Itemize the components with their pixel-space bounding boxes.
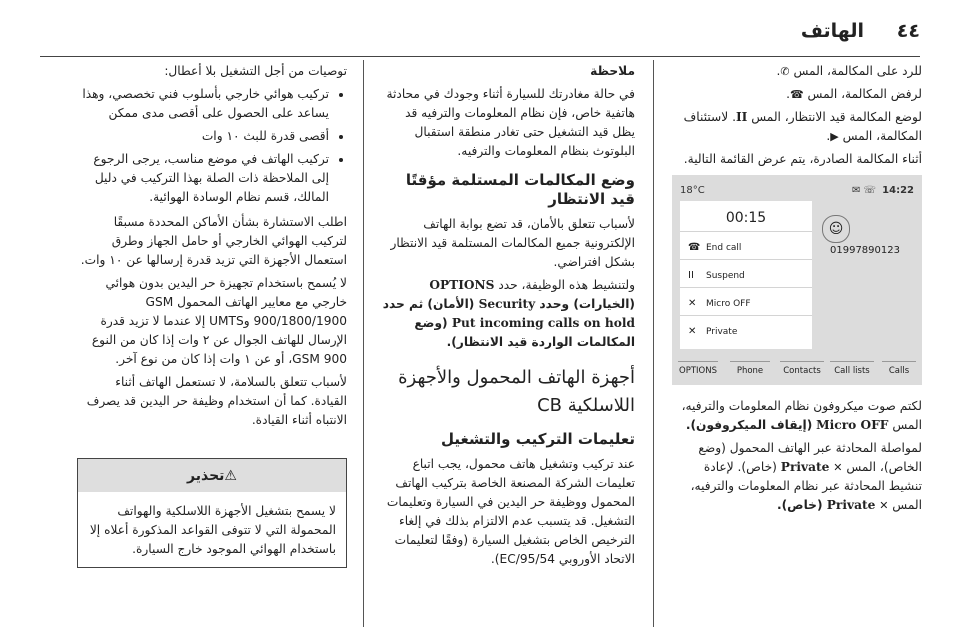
reject-call-icon: ☎ <box>789 88 804 101</box>
status-icons: ✉ ☏ <box>851 185 876 196</box>
answer-call-icon: ✆ <box>780 65 790 78</box>
section-heading-install: تعليمات التركيب والتشغيل <box>441 430 635 448</box>
note-title: ملاحظة <box>590 64 635 78</box>
reject-call-text: لرفض المكالمة، المس ☎. <box>786 87 922 101</box>
left-column <box>77 62 347 568</box>
pause-icon: II <box>735 110 748 124</box>
middle-column <box>382 62 635 573</box>
handsfree-rules-text: لا يُسمح باستخدام تجهيزة حر اليدين بدون هوائي خارجي مع معايير الهاتف المحمول GSM 900/1800/1900 وUMTS إلا عندما لا تزيد قدرة الإرسال للهاتف الجوال عن ٢ وات إذا كان من النوع GSM 900، أو عن ١ وات إذا كان من نوع آخر. <box>91 276 347 366</box>
safety-text: لأسباب تتعلق بالسلامة، لا تستعمل الهاتف أثناء القيادة. كما أن استخدام وظيفة حر اليدين قد يصرف الانتباه أثناء القيادة. <box>86 375 347 427</box>
play-icon: ▶ <box>830 130 839 143</box>
suspend-row[interactable]: II Suspend <box>680 259 812 284</box>
warning-icon: ⚠ <box>224 468 237 484</box>
warning-body: لا يسمح بتشغيل الأجهزة اللاسلكية والهواتف المحمولة التي لا تتوفى القواعد المذكورة أعلاه إلا باستخدام الهوائي الموجود خارج السيارة. <box>89 504 336 556</box>
micro-off-text: لكتم صوت ميكروفون نظام المعلومات والترفيه، المس Micro OFF (إيقاف الميكروفون). <box>681 399 922 432</box>
end-call-row[interactable]: ☎ End call <box>680 231 812 256</box>
tab-phone[interactable]: Phone <box>730 361 770 380</box>
antenna-advice-text: اطلب الاستشارة بشأن الأماكن المحددة مسبقًا لتركيب الهوائي الخارجي أو حامل الجهاز وطرق استعمال الأجهزة التي تزيد قدرة إرسالها عن ١٠ وات. <box>80 215 347 267</box>
micro-off-row[interactable]: ✕ Micro OFF <box>680 287 812 312</box>
menu-intro-text: أثناء المكالمة الصادرة، يتم عرض القائمة التالية. <box>683 152 922 166</box>
mic-off-icon: ✕ <box>688 298 697 309</box>
warning-box <box>77 458 347 568</box>
private-icon: ✕ <box>688 326 697 337</box>
list-item: • أقصى قدرة للبث ١٠ وات <box>77 127 329 146</box>
install-text: عند تركيب وتشغيل هاتف محمول، يجب اتباع تعليمات الشركة المصنعة الخاصة بتركيب الهاتف المحمول ووظيفة حر اليدين في السيارة وتعليمات التشغيل. قد يتسبب عدم الالتزام بذلك في إلغاء الترخيص الخاص بتشغيل السيارة (وفقًا لتعليمات الاتحاد الأوروبي 95/54/EC). <box>386 457 635 566</box>
call-menu-panel <box>680 201 812 349</box>
end-call-icon: ☎ <box>688 242 701 253</box>
note-text: في حالة مغادرتك للسيارة أثناء وجودك في محادثة هاتفية خاص، فإن نظام المعلومات والترفيه قد يظل قيد التشغيل حتى تغادر منطقة استقبال البلوتوث بنظام المعلومات والترفيه. <box>386 87 635 158</box>
contact-icon: ☺ <box>822 215 850 243</box>
hold-call-text: لوضع المكالمة قيد الانتظار، المس II. لاستئناف المكالمة، المس ▶. <box>683 110 922 143</box>
answer-call-text: للرد على المكالمة، المس ✆. <box>776 64 922 78</box>
caller-number: 01997890123 <box>830 245 900 256</box>
chapter-heading: أجهزة الهاتف المحمول والأجهزة اللاسلكية CB <box>398 367 635 416</box>
temperature: 18°C <box>680 185 705 196</box>
page-header <box>40 20 920 48</box>
section-heading-hold: وضع المكالمات المستلمة مؤقتًا قيد الانتظار <box>405 171 635 208</box>
clock: 14:22 <box>882 185 914 196</box>
tab-contacts[interactable]: Contacts <box>780 361 824 380</box>
infotainment-screen <box>672 175 922 385</box>
column-divider <box>653 60 654 627</box>
call-duration: 00:15 <box>725 210 767 226</box>
right-column <box>670 62 922 519</box>
page-title: الهاتف <box>800 20 864 42</box>
private-icon: ✕ <box>833 461 843 474</box>
status-bar <box>680 181 914 196</box>
page-number: ٤٤ <box>896 20 920 42</box>
hold-info-text: لأسباب تتعلق بالأمان، قد تضع بوابة الهاتف الإلكترونية جميع المكالمات المستلمة قيد الانتظار بشكل افتراضي. <box>390 217 635 269</box>
hold-activate-text: ولتنشيط هذه الوظيفة، حدد OPTIONS (الخيارات) وحدد Security (الأمان) ثم حدد Put incoming calls on hold (وضع المكالمات الواردة قيد الانتظار). <box>382 278 635 349</box>
recommendations-list <box>77 85 347 207</box>
tab-call-lists[interactable]: Call lists <box>830 361 874 380</box>
header-rule <box>40 56 920 57</box>
private-icon: ✕ <box>879 499 889 512</box>
column-divider <box>363 60 364 627</box>
list-item: • تركيب الهاتف في موضع مناسب، يرجى الرجوع إلى الملاحظة ذات الصلة بهذا التركيب في دليل المالك، قسم نظام الوسادة الهوائية. <box>77 150 329 207</box>
tab-calls[interactable]: Calls <box>882 361 916 380</box>
pause-icon: II <box>688 270 694 281</box>
tab-options[interactable]: OPTIONS <box>678 361 718 380</box>
recommendations-intro: توصيات من أجل التشغيل بلا أعطال: <box>164 64 347 78</box>
screen-tab-bar <box>678 361 916 379</box>
warning-header: ⚠تحذير <box>78 459 346 492</box>
private-mode-text: لمواصلة المحادثة عبر الهاتف المحمول (وضع الخاص)، المس ✕ Private (خاص). لإعادة تنشيط المحادثة عبر نظام المعلومات والترفيه، المس ✕ Private (خاص). <box>690 441 922 512</box>
private-row[interactable]: ✕ Private <box>680 315 812 340</box>
list-item: • تركيب هوائي خارجي بأسلوب فني تخصصي، وهذا يساعد على الحصول على أقصى مدى ممكن <box>77 85 329 123</box>
